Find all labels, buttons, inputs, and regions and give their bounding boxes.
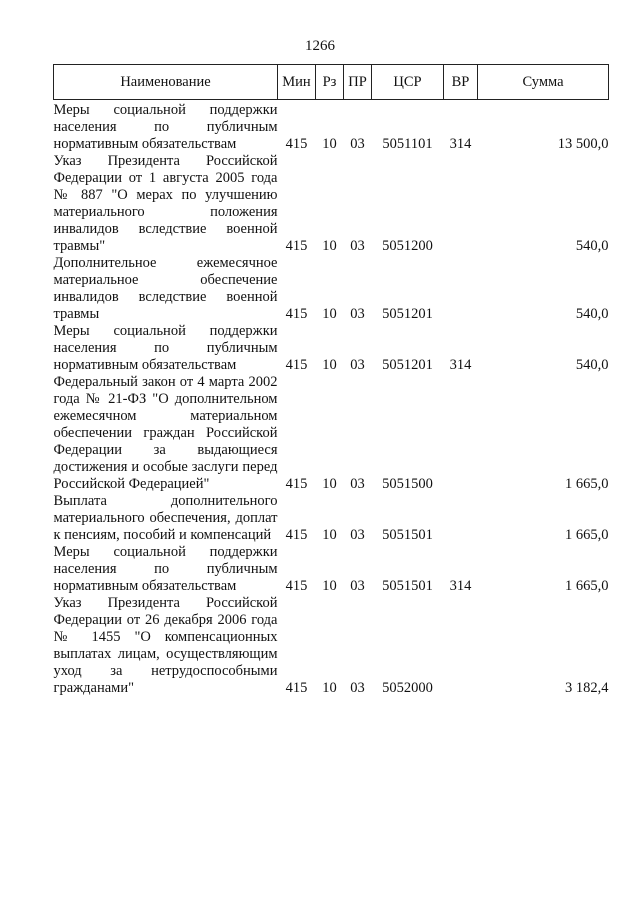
table-row: [54, 374, 609, 493]
row-pr: 03: [350, 357, 365, 373]
row-rz: 10: [322, 476, 337, 492]
row-vr: [444, 374, 478, 493]
row-sum: 540,0: [575, 357, 609, 373]
header-min: Мин: [278, 65, 316, 100]
row-pr: 03: [350, 578, 365, 594]
page-number: 1266: [305, 38, 335, 54]
row-pr: 03: [350, 476, 365, 492]
table-row: [54, 255, 609, 323]
table-row: [54, 493, 609, 544]
row-sum: 1 665,0: [565, 578, 609, 594]
header-sum: Сумма: [478, 65, 609, 100]
row-pr: 03: [350, 527, 365, 543]
row-csr: 5051501: [382, 527, 433, 543]
table-header-row: [54, 65, 609, 100]
row-min: 415: [285, 476, 308, 492]
table-row: [54, 323, 609, 374]
row-vr: [444, 153, 478, 255]
budget-table: [53, 64, 609, 697]
row-sum: 540,0: [575, 238, 609, 254]
row-name: Указ Президента Российской Федерации от 26 декабря 2006 года № 1455 "О компенсационных выплатах лицам, осуществляющим уход за нетрудоспособными гражданами": [53, 595, 278, 696]
row-min: 415: [285, 238, 308, 254]
row-vr: 314: [449, 357, 472, 373]
header-name: Наименование: [54, 65, 278, 100]
row-min: 415: [285, 136, 308, 152]
row-sum: 13 500,0: [557, 136, 609, 152]
row-rz: 10: [322, 238, 337, 254]
row-sum: 1 665,0: [565, 527, 609, 543]
row-name: Меры социальной поддержки населения по публичным нормативным обязательствам: [53, 323, 278, 373]
row-name: Меры социальной поддержки населения по публичным нормативным обязательствам: [53, 544, 278, 594]
row-name: Указ Президента Российской Федерации от 1 августа 2005 года № 887 "О мерах по улучшению материального положения инвалидов вследствие военной травмы": [53, 153, 278, 254]
header-csr: ЦСР: [372, 65, 444, 100]
row-name: Выплата дополнительного материального обеспечения, доплат к пенсиям, пособий и компенсаций: [53, 493, 278, 543]
row-csr: 5051201: [382, 357, 433, 373]
row-rz: 10: [322, 527, 337, 543]
table-row: [54, 153, 609, 255]
row-csr: 5051200: [382, 238, 433, 254]
row-min: 415: [285, 578, 308, 594]
header-rz: Рз: [316, 65, 344, 100]
row-vr: [444, 493, 478, 544]
row-pr: 03: [350, 306, 365, 322]
row-rz: 10: [322, 136, 337, 152]
row-vr: 314: [449, 578, 472, 594]
row-name: Дополнительное ежемесячное материальное обеспечение инвалидов вследствие военной травмы: [53, 255, 278, 322]
row-vr: [444, 595, 478, 697]
row-min: 415: [285, 527, 308, 543]
row-sum: 3 182,4: [565, 680, 609, 696]
table-row: [54, 595, 609, 697]
row-sum: 1 665,0: [565, 476, 609, 492]
row-rz: 10: [322, 306, 337, 322]
row-pr: 03: [350, 238, 365, 254]
row-csr: 5051500: [382, 476, 433, 492]
row-min: 415: [285, 306, 308, 322]
row-csr: 5052000: [382, 680, 433, 696]
row-vr: [444, 255, 478, 323]
row-name: Федеральный закон от 4 марта 2002 года № 21-ФЗ "О дополнительном ежемесячном материальном обеспечении граждан Российской Федерации за выдающиеся достижения и особые заслуги перед Российской Федерацией": [53, 374, 278, 492]
table-row: [54, 544, 609, 595]
row-csr: 5051101: [382, 136, 433, 152]
row-csr: 5051501: [382, 578, 433, 594]
header-pr: ПР: [344, 65, 372, 100]
row-min: 415: [285, 680, 308, 696]
row-pr: 03: [350, 680, 365, 696]
row-rz: 10: [322, 680, 337, 696]
row-csr: 5051201: [382, 306, 433, 322]
header-vr: ВР: [444, 65, 478, 100]
row-vr: 314: [449, 136, 472, 152]
row-pr: 03: [350, 136, 365, 152]
row-min: 415: [285, 357, 308, 373]
row-name: Меры социальной поддержки населения по публичным нормативным обязательствам: [53, 102, 278, 152]
row-rz: 10: [322, 357, 337, 373]
table-row: [54, 100, 609, 154]
row-sum: 540,0: [575, 306, 609, 322]
row-rz: 10: [322, 578, 337, 594]
